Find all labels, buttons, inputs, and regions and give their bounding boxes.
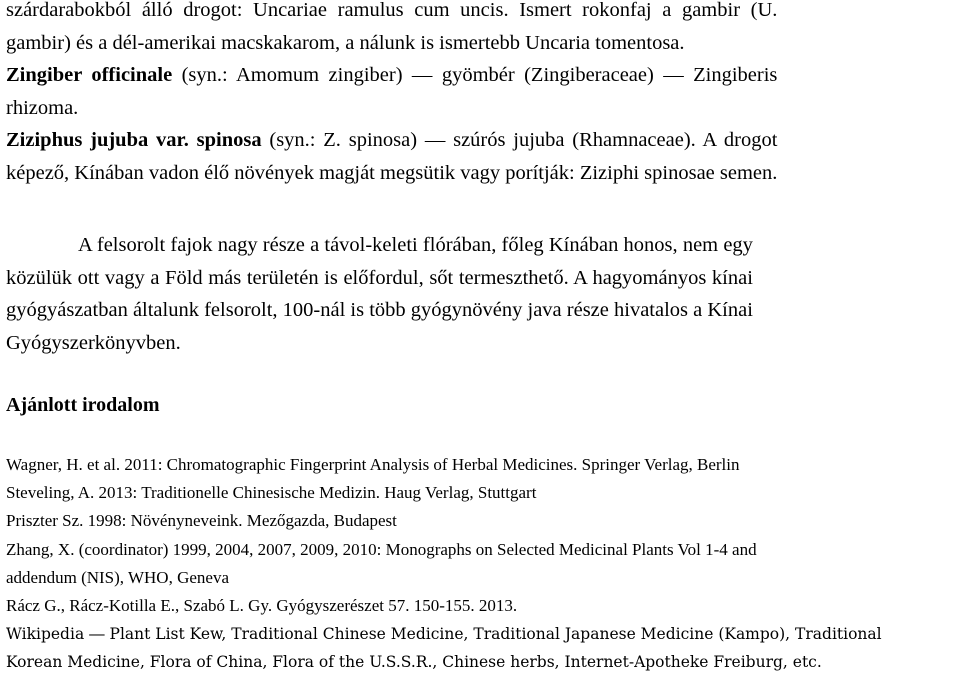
intro-paragraph <box>6 0 777 190</box>
species-name: Zingiber officinale <box>6 64 173 87</box>
reference-item: Priszter Sz. 1998: Növényneveink. Mezőgazda, Budapest <box>6 511 397 531</box>
reference-item: Zhang, X. (coordinator) 1999, 2004, 2007, 2009, 2010: Monographs on Selected Medicinal Plants Vol 1-4 and <box>6 539 757 559</box>
ziziphus-entry <box>6 124 777 157</box>
text-line: Gyógyszerkönyvben. <box>6 331 181 354</box>
species-description: (syn.: Z. spinosa) ― szúrós jujuba (Rhamnaceae). A drogot <box>261 129 778 152</box>
text-line: rhizoma. <box>6 96 79 119</box>
reference-item: Steveling, A. 2013: Traditionelle Chinesische Medizin. Haug Verlag, Stuttgart <box>6 483 537 503</box>
zingiber-entry <box>6 59 777 92</box>
reference-item: Rácz G., Rácz-Kotilla E., Szabó L. Gy. Gyógyszerészet 57. 150-155. 2013. <box>6 596 518 616</box>
species-description: (syn.: Amomum zingiber) ― gyömbér (Zingiberaceae) ― Zingiberis <box>172 64 778 87</box>
species-name: Ziziphus jujuba var. spinosa <box>6 129 262 152</box>
reference-item: Wagner, H. et al. 2011: Chromatographic Fingerprint Analysis of Herbal Medicines. Springer Verlag, Berlin <box>6 455 740 474</box>
text-line: közülük ott vagy a Föld más területén is előfordul, sőt termeszthető. A hagyományos kínai <box>6 266 753 289</box>
text-line: gyógyászatban általunk felsorolt, 100-nál is több gyógynövény java része hivatalos a Kínai <box>6 299 753 322</box>
text-line: képező, Kínában vadon élő növények magját megsütik vagy porítják: Ziziphi spinosae semen. <box>6 161 778 184</box>
section-heading: Ajánlott irodalom <box>6 394 160 416</box>
text-line: szárdarabokból álló drogot: Uncariae ramulus cum uncis. Ismert rokonfaj a gambir (U. <box>6 0 778 21</box>
reference-list <box>6 451 954 677</box>
reference-item-continuation: Korean Medicine, Flora of China, Flora of the U.S.S.R., Chinese herbs, Internet-Apotheke Freiburg, etc. <box>6 653 822 672</box>
reference-item: Wikipedia ― Plant List Kew, Traditional Chinese Medicine, Traditional Japanese Medicine (Kampo), Traditional <box>6 625 882 644</box>
text-line: A felsorolt fajok nagy része a távol-keleti flórában, főleg Kínában honos, nem egy <box>78 234 753 256</box>
reference-item-continuation: addendum (NIS), WHO, Geneva <box>6 567 229 587</box>
summary-paragraph <box>6 229 753 359</box>
text-line: gambir) és a dél-amerikai macskakarom, a nálunk is ismertebb Uncaria tomentosa. <box>6 31 685 54</box>
